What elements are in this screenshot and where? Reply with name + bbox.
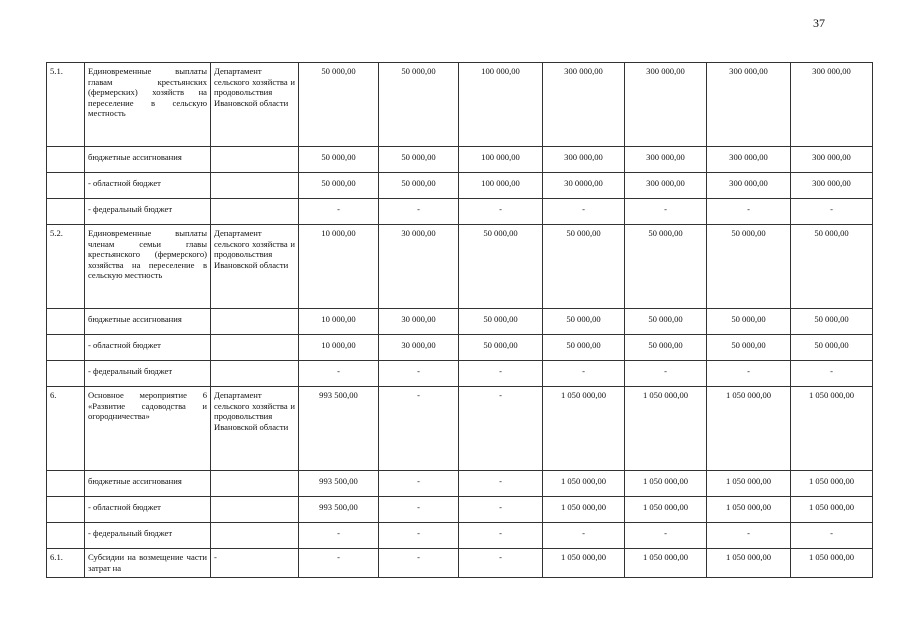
- amount-cell: 300 000,00: [707, 147, 791, 173]
- amount-cell: -: [791, 523, 873, 549]
- amount-cell: 50 000,00: [299, 173, 379, 199]
- amount-cell: 993 500,00: [299, 497, 379, 523]
- amount-cell: 30 000,00: [379, 335, 459, 361]
- table-row: [47, 471, 873, 497]
- row-name-cell: Субсидии на возмещение части затрат на: [85, 549, 211, 578]
- table-row: [47, 335, 873, 361]
- amount-cell: 1 050 000,00: [707, 497, 791, 523]
- table-row: [47, 225, 873, 309]
- table-row: [47, 387, 873, 471]
- amount-cell: 100 000,00: [459, 147, 543, 173]
- amount-cell: 50 000,00: [791, 309, 873, 335]
- amount-cell: 50 000,00: [707, 309, 791, 335]
- row-number-cell: [47, 173, 85, 199]
- amount-cell: -: [459, 549, 543, 578]
- budget-table-body: [47, 63, 873, 578]
- amount-cell: 1 050 000,00: [625, 387, 707, 471]
- amount-cell: -: [707, 361, 791, 387]
- row-number-cell: [47, 309, 85, 335]
- row-name-cell: Единовременные выплаты главам крестьянских (фермерских) хозяйств на переселение в сельскую местность: [85, 63, 211, 147]
- amount-cell: 1 050 000,00: [791, 497, 873, 523]
- row-executor-cell: -: [211, 549, 299, 578]
- amount-cell: 50 000,00: [299, 147, 379, 173]
- amount-cell: 300 000,00: [543, 63, 625, 147]
- amount-cell: 30 000,00: [379, 225, 459, 309]
- amount-cell: 1 050 000,00: [543, 549, 625, 578]
- row-number-cell: [47, 199, 85, 225]
- amount-cell: 300 000,00: [625, 147, 707, 173]
- amount-cell: -: [379, 387, 459, 471]
- amount-cell: 1 050 000,00: [543, 497, 625, 523]
- row-number-cell: 5.2.: [47, 225, 85, 309]
- amount-cell: 300 000,00: [707, 173, 791, 199]
- table-row: [47, 63, 873, 147]
- amount-cell: 50 000,00: [459, 309, 543, 335]
- amount-cell: 993 500,00: [299, 387, 379, 471]
- amount-cell: -: [543, 199, 625, 225]
- amount-cell: -: [625, 523, 707, 549]
- row-executor-cell: [211, 309, 299, 335]
- amount-cell: 10 000,00: [299, 335, 379, 361]
- amount-cell: 10 000,00: [299, 225, 379, 309]
- amount-cell: -: [459, 497, 543, 523]
- table-row: [47, 199, 873, 225]
- row-executor-cell: [211, 199, 299, 225]
- row-executor-cell: [211, 173, 299, 199]
- row-number-cell: 6.1.: [47, 549, 85, 578]
- row-number-cell: [47, 471, 85, 497]
- amount-cell: 50 000,00: [459, 225, 543, 309]
- row-executor-cell: [211, 361, 299, 387]
- amount-cell: 50 000,00: [625, 309, 707, 335]
- amount-cell: -: [379, 361, 459, 387]
- table-row: [47, 549, 873, 578]
- amount-cell: 10 000,00: [299, 309, 379, 335]
- amount-cell: -: [707, 199, 791, 225]
- amount-cell: -: [299, 361, 379, 387]
- row-name-cell: бюджетные ассигнования: [85, 147, 211, 173]
- row-number-cell: [47, 335, 85, 361]
- row-name-cell: бюджетные ассигнования: [85, 471, 211, 497]
- amount-cell: -: [459, 387, 543, 471]
- amount-cell: 50 000,00: [379, 63, 459, 147]
- amount-cell: 50 000,00: [791, 335, 873, 361]
- amount-cell: 50 000,00: [707, 335, 791, 361]
- amount-cell: -: [459, 523, 543, 549]
- amount-cell: -: [379, 471, 459, 497]
- row-name-cell: - областной бюджет: [85, 335, 211, 361]
- amount-cell: -: [543, 523, 625, 549]
- amount-cell: -: [299, 523, 379, 549]
- row-executor-cell: Департамент сельского хозяйства и продовольствия Ивановской области: [211, 63, 299, 147]
- amount-cell: 300 000,00: [791, 173, 873, 199]
- amount-cell: -: [791, 361, 873, 387]
- amount-cell: 1 050 000,00: [791, 387, 873, 471]
- table-row: [47, 147, 873, 173]
- amount-cell: -: [543, 361, 625, 387]
- amount-cell: -: [459, 199, 543, 225]
- amount-cell: 50 000,00: [459, 335, 543, 361]
- amount-cell: 1 050 000,00: [543, 387, 625, 471]
- amount-cell: 1 050 000,00: [625, 497, 707, 523]
- row-executor-cell: Департамент сельского хозяйства и продовольствия Ивановской области: [211, 225, 299, 309]
- amount-cell: 1 050 000,00: [791, 471, 873, 497]
- row-executor-cell: [211, 335, 299, 361]
- table-row: [47, 173, 873, 199]
- amount-cell: 300 000,00: [707, 63, 791, 147]
- amount-cell: -: [459, 471, 543, 497]
- amount-cell: -: [707, 523, 791, 549]
- row-name-cell: Единовременные выплаты членам семьи главы крестьянского (фермерского) хозяйства на переселение в сельскую местность: [85, 225, 211, 309]
- amount-cell: 100 000,00: [459, 173, 543, 199]
- amount-cell: -: [459, 361, 543, 387]
- row-executor-cell: [211, 471, 299, 497]
- budget-table: [46, 62, 873, 578]
- amount-cell: 50 000,00: [543, 225, 625, 309]
- page-number: 37: [813, 16, 825, 30]
- amount-cell: 100 000,00: [459, 63, 543, 147]
- amount-cell: 50 000,00: [707, 225, 791, 309]
- amount-cell: 300 000,00: [625, 173, 707, 199]
- amount-cell: 300 000,00: [791, 63, 873, 147]
- row-executor-cell: [211, 497, 299, 523]
- row-executor-cell: [211, 523, 299, 549]
- amount-cell: 30 000,00: [379, 309, 459, 335]
- amount-cell: 50 000,00: [379, 147, 459, 173]
- row-number-cell: [47, 523, 85, 549]
- amount-cell: 300 000,00: [791, 147, 873, 173]
- row-executor-cell: Департамент сельского хозяйства и продовольствия Ивановской области: [211, 387, 299, 471]
- row-name-cell: - областной бюджет: [85, 173, 211, 199]
- amount-cell: 50 000,00: [379, 173, 459, 199]
- amount-cell: -: [379, 523, 459, 549]
- amount-cell: -: [379, 199, 459, 225]
- row-name-cell: - федеральный бюджет: [85, 199, 211, 225]
- amount-cell: 1 050 000,00: [707, 549, 791, 578]
- row-number-cell: [47, 147, 85, 173]
- amount-cell: 300 000,00: [543, 147, 625, 173]
- amount-cell: 1 050 000,00: [707, 471, 791, 497]
- row-number-cell: [47, 361, 85, 387]
- table-row: [47, 523, 873, 549]
- row-name-cell: бюджетные ассигнования: [85, 309, 211, 335]
- amount-cell: -: [379, 549, 459, 578]
- amount-cell: -: [379, 497, 459, 523]
- amount-cell: 1 050 000,00: [791, 549, 873, 578]
- amount-cell: 50 000,00: [625, 225, 707, 309]
- amount-cell: 50 000,00: [299, 63, 379, 147]
- amount-cell: 1 050 000,00: [707, 387, 791, 471]
- amount-cell: -: [299, 199, 379, 225]
- amount-cell: 1 050 000,00: [625, 471, 707, 497]
- amount-cell: 1 050 000,00: [625, 549, 707, 578]
- amount-cell: 50 000,00: [791, 225, 873, 309]
- row-name-cell: - федеральный бюджет: [85, 523, 211, 549]
- row-name-cell: - федеральный бюджет: [85, 361, 211, 387]
- amount-cell: 993 500,00: [299, 471, 379, 497]
- row-number-cell: [47, 497, 85, 523]
- amount-cell: 1 050 000,00: [543, 471, 625, 497]
- row-number-cell: 6.: [47, 387, 85, 471]
- amount-cell: -: [625, 361, 707, 387]
- amount-cell: 50 000,00: [543, 309, 625, 335]
- row-name-cell: - областной бюджет: [85, 497, 211, 523]
- amount-cell: 50 000,00: [625, 335, 707, 361]
- amount-cell: -: [299, 549, 379, 578]
- row-executor-cell: [211, 147, 299, 173]
- row-name-cell: Основное мероприятие 6 «Развитие садоводства и огородничества»: [85, 387, 211, 471]
- amount-cell: 300 000,00: [625, 63, 707, 147]
- amount-cell: 50 000,00: [543, 335, 625, 361]
- amount-cell: 30 0000,00: [543, 173, 625, 199]
- amount-cell: -: [625, 199, 707, 225]
- table-row: [47, 497, 873, 523]
- table-row: [47, 361, 873, 387]
- table-row: [47, 309, 873, 335]
- amount-cell: -: [791, 199, 873, 225]
- row-number-cell: 5.1.: [47, 63, 85, 147]
